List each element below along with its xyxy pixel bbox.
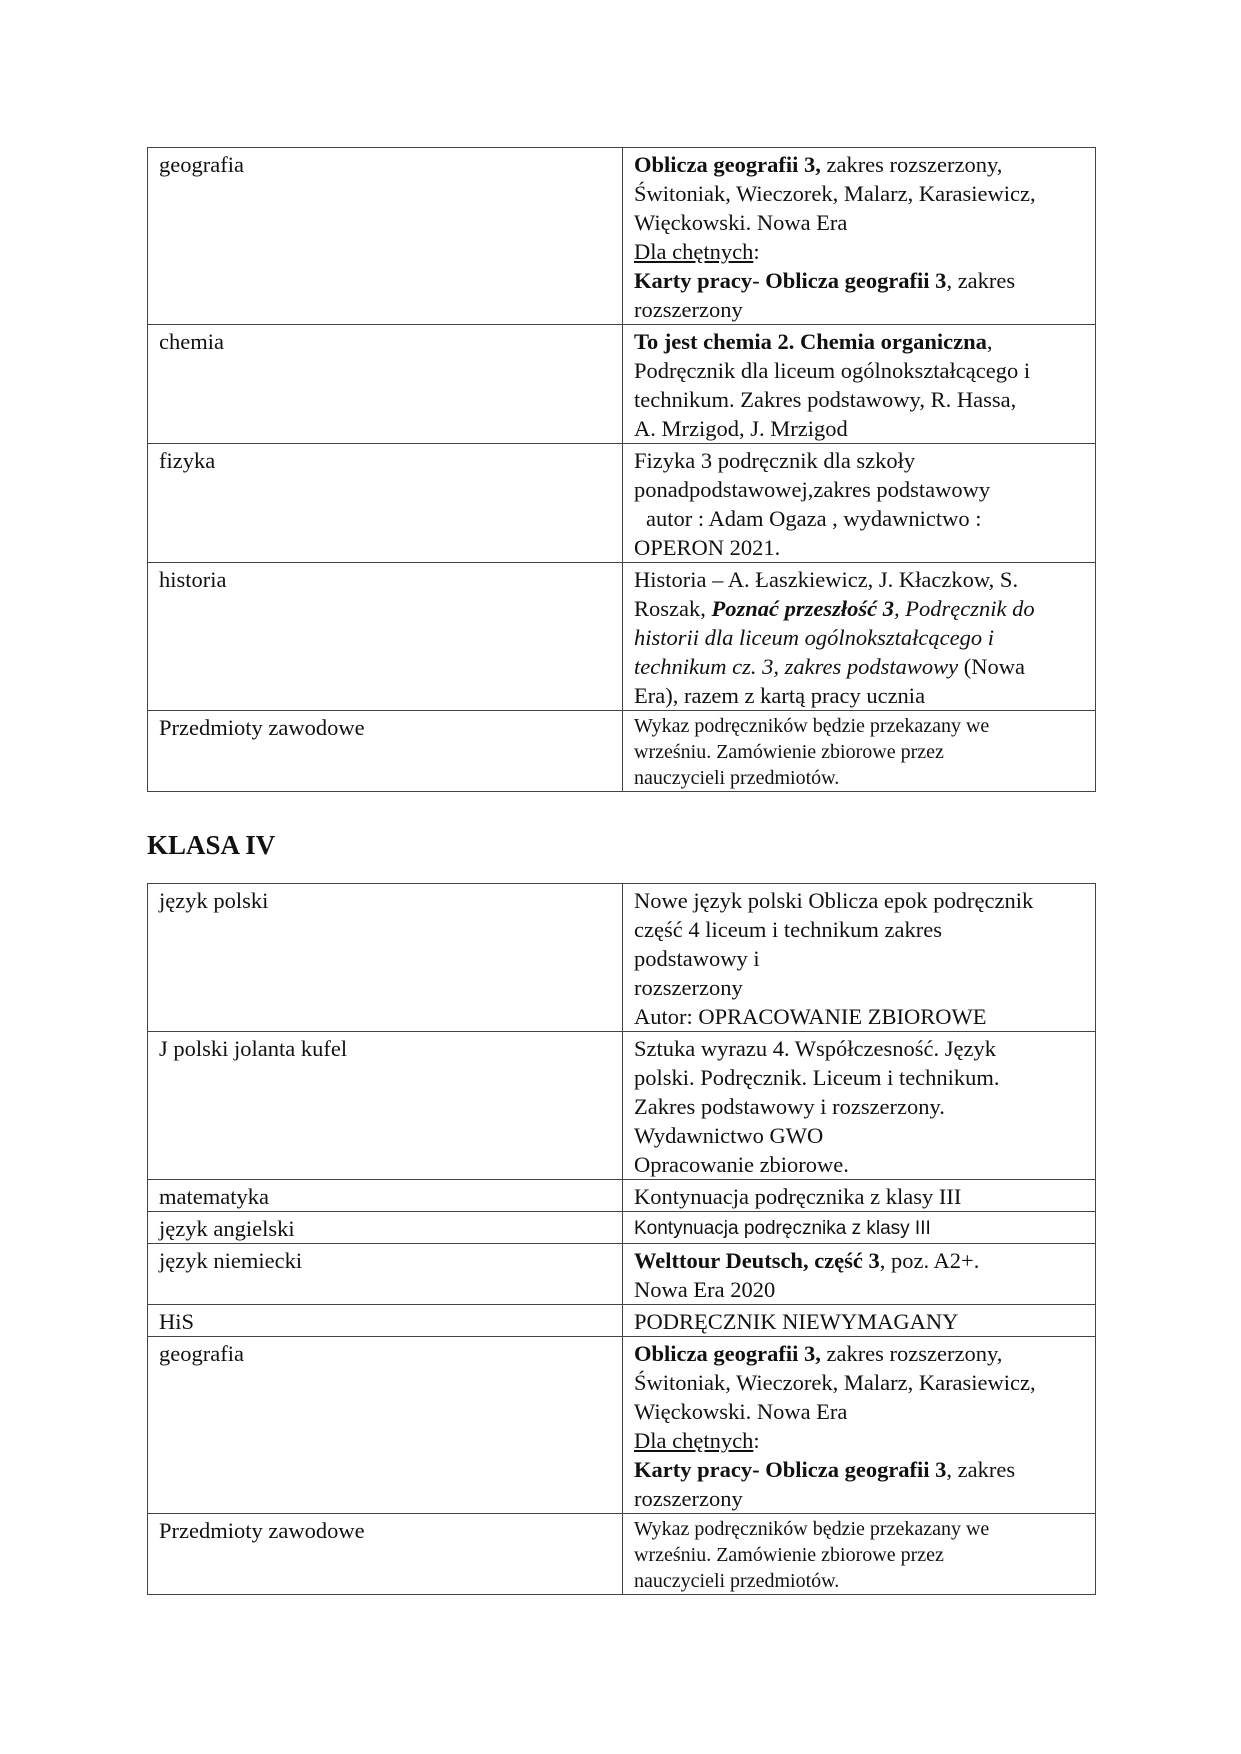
book-text: rozszerzony bbox=[634, 1486, 743, 1511]
subject-label: matematyka bbox=[159, 1184, 269, 1209]
book-text: Kontynuacja podręcznika z klasy III bbox=[634, 1218, 931, 1239]
book-text: A. Mrzigod, J. Mrzigod bbox=[634, 416, 848, 441]
book-text: , zakres bbox=[946, 1457, 1016, 1482]
subject-label: język angielski bbox=[159, 1216, 295, 1241]
subject-cell bbox=[148, 884, 623, 1032]
book-text: OPERON 2021. bbox=[634, 535, 781, 560]
subject-cell bbox=[148, 444, 623, 563]
book-text: rozszerzony bbox=[634, 297, 743, 322]
book-cell bbox=[623, 1180, 1096, 1212]
book-title: Oblicza geografii 3, bbox=[634, 1341, 821, 1366]
book-text: ponadpodstawowej,zakres podstawowy bbox=[634, 477, 991, 502]
book-text: technikum cz. 3, zakres podstawowy bbox=[634, 654, 959, 679]
book-title: - Oblicza geografii 3 bbox=[752, 1457, 947, 1482]
book-text: , zakres bbox=[946, 268, 1016, 293]
table-row bbox=[148, 1212, 1096, 1244]
subject-cell bbox=[148, 1180, 623, 1212]
book-text: Kontynuacja podręcznika z klasy III bbox=[634, 1184, 962, 1209]
book-text: - bbox=[752, 268, 766, 293]
book-text: podstawowy i bbox=[634, 946, 760, 971]
book-cell bbox=[623, 444, 1096, 563]
book-text: część 4 liceum i technikum zakres bbox=[634, 917, 942, 942]
book-text: Wydawnictwo GWO bbox=[634, 1123, 824, 1148]
table-row bbox=[148, 444, 1096, 563]
book-cell bbox=[623, 1305, 1096, 1337]
subject-label: Przedmioty zawodowe bbox=[159, 715, 365, 740]
book-title: Karty pracy bbox=[634, 268, 753, 293]
subject-label: Przedmioty zawodowe bbox=[159, 1518, 365, 1543]
book-text: Zakres podstawowy i rozszerzony. bbox=[634, 1094, 945, 1119]
subject-cell bbox=[148, 1514, 623, 1595]
table-row bbox=[148, 325, 1096, 444]
book-cell bbox=[623, 563, 1096, 711]
book-text: wrześniu. Zamówienie zbiorowe przez bbox=[634, 1544, 944, 1566]
optional-label: Dla chętnych bbox=[634, 1428, 754, 1453]
optional-label: Dla chętnych bbox=[634, 239, 754, 264]
book-text: Roszak, bbox=[634, 596, 712, 621]
book-title: To jest chemia 2. Chemia organiczna bbox=[634, 329, 987, 354]
book-text: polski. Podręcznik. Liceum i technikum. bbox=[634, 1065, 1000, 1090]
table-row bbox=[148, 884, 1096, 1032]
book-title: Poznać przeszłość 3 bbox=[711, 596, 895, 621]
book-text: Opracowanie zbiorowe. bbox=[634, 1152, 849, 1177]
book-cell bbox=[623, 1514, 1096, 1595]
book-title: Welttour Deutsch, część 3 bbox=[634, 1248, 880, 1273]
book-text: zakres rozszerzony, bbox=[820, 1341, 1003, 1366]
book-text: Świtoniak, Wieczorek, Malarz, Karasiewicz, bbox=[634, 181, 1036, 206]
book-text: Nowe język polski Oblicza epok podręcznik bbox=[634, 888, 1034, 913]
book-text: Era), razem z kartą pracy ucznia bbox=[634, 683, 926, 708]
subject-label: historia bbox=[159, 567, 227, 592]
book-cell bbox=[623, 325, 1096, 444]
subject-label: język polski bbox=[159, 888, 269, 913]
subject-cell bbox=[148, 1244, 623, 1305]
book-text: , poz. A2+. bbox=[879, 1248, 980, 1273]
subject-cell bbox=[148, 563, 623, 711]
table-row bbox=[148, 1244, 1096, 1305]
subject-label: geografia bbox=[159, 1341, 244, 1366]
book-text: Nowa Era 2020 bbox=[634, 1277, 776, 1302]
book-text: : bbox=[753, 1428, 760, 1453]
subject-label: chemia bbox=[159, 329, 224, 354]
book-text: wrześniu. Zamówienie zbiorowe przez bbox=[634, 741, 944, 763]
table-row bbox=[148, 563, 1096, 711]
subject-label: geografia bbox=[159, 152, 244, 177]
book-text: Sztuka wyrazu 4. Współczesność. Język bbox=[634, 1036, 996, 1061]
book-text: nauczycieli przedmiotów. bbox=[634, 1570, 840, 1592]
book-text: Wykaz podręczników będzie przekazany we bbox=[634, 1518, 990, 1540]
book-text: technikum. Zakres podstawowy, R. Hassa, bbox=[634, 387, 1017, 412]
subject-cell bbox=[148, 1337, 623, 1514]
section-heading: KLASA IV bbox=[147, 830, 276, 860]
subject-cell bbox=[148, 1305, 623, 1337]
book-title: Oblicza geografii 3, bbox=[634, 152, 821, 177]
table-row bbox=[148, 1032, 1096, 1180]
subject-cell bbox=[148, 148, 623, 325]
book-title: Oblicza geografii 3 bbox=[765, 268, 947, 293]
subject-label: język niemiecki bbox=[159, 1248, 303, 1273]
table-row bbox=[148, 1337, 1096, 1514]
book-title: Karty pracy bbox=[634, 1457, 753, 1482]
table-row bbox=[148, 1180, 1096, 1212]
book-text: , bbox=[986, 329, 993, 354]
subject-cell bbox=[148, 711, 623, 792]
book-text: Historia – A. Łaszkiewicz, J. Kłaczkow, S. bbox=[634, 567, 1019, 592]
book-text: (Nowa bbox=[958, 654, 1025, 679]
table-row bbox=[148, 148, 1096, 325]
subject-label: fizyka bbox=[159, 448, 216, 473]
book-text: Wykaz podręczników będzie przekazany we bbox=[634, 715, 990, 737]
subject-label: HiS bbox=[159, 1309, 195, 1334]
subject-cell bbox=[148, 325, 623, 444]
table-row bbox=[148, 1305, 1096, 1337]
textbook-table-1 bbox=[147, 147, 1096, 792]
book-text: , Podręcznik do bbox=[894, 596, 1035, 621]
book-text: : bbox=[753, 239, 760, 264]
book-text: PODRĘCZNIK NIEWYMAGANY bbox=[634, 1309, 959, 1334]
book-text: Fizyka 3 podręcznik dla szkoły bbox=[634, 448, 916, 473]
table-row bbox=[148, 711, 1096, 792]
book-cell bbox=[623, 884, 1096, 1032]
subject-cell bbox=[148, 1212, 623, 1244]
book-text: historii dla liceum ogólnokształcącego i bbox=[634, 625, 994, 650]
subject-label: J polski jolanta kufel bbox=[159, 1036, 348, 1061]
book-text: Autor: OPRACOWANIE ZBIOROWE bbox=[634, 1004, 987, 1029]
book-text: Świtoniak, Wieczorek, Malarz, Karasiewicz, bbox=[634, 1370, 1036, 1395]
subject-cell bbox=[148, 1032, 623, 1180]
book-cell bbox=[623, 1337, 1096, 1514]
book-text: zakres rozszerzony, bbox=[820, 152, 1003, 177]
textbook-table-2 bbox=[147, 883, 1096, 1595]
book-text: autor : Adam Ogaza , wydawnictwo : bbox=[646, 506, 982, 531]
book-cell bbox=[623, 1212, 1096, 1244]
table-row bbox=[148, 1514, 1096, 1595]
book-text: nauczycieli przedmiotów. bbox=[634, 767, 840, 789]
book-text: Więckowski. Nowa Era bbox=[634, 1399, 848, 1424]
book-cell bbox=[623, 148, 1096, 325]
book-text: Więckowski. Nowa Era bbox=[634, 210, 848, 235]
book-cell bbox=[623, 1244, 1096, 1305]
book-text: Podręcznik dla liceum ogólnokształcącego i bbox=[634, 358, 1031, 383]
book-cell bbox=[623, 711, 1096, 792]
book-text: rozszerzony bbox=[634, 975, 743, 1000]
book-cell bbox=[623, 1032, 1096, 1180]
